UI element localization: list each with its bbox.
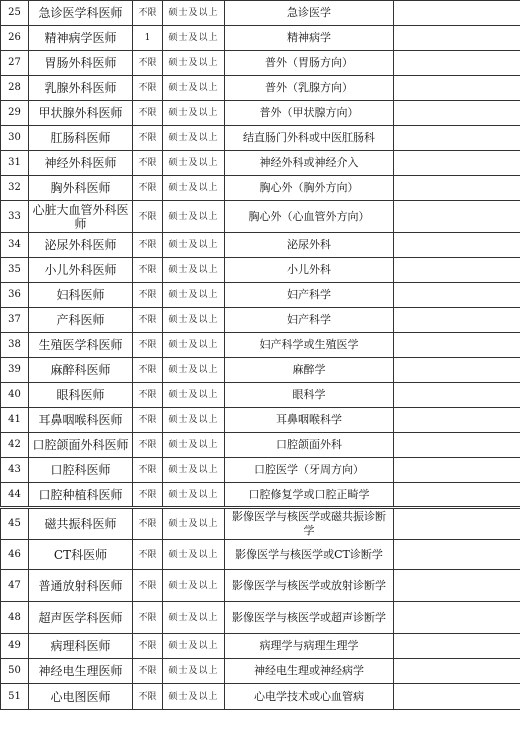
position-name: 精神病学医师 (29, 26, 133, 51)
major-requirement: 妇产科学 (225, 283, 394, 308)
remarks-cell (394, 283, 520, 308)
position-name: 产科医师 (29, 308, 133, 333)
major-requirement: 影像医学与核医学或超声诊断学 (225, 602, 394, 634)
major-requirement: 胸心外（胸外方向） (225, 176, 394, 201)
headcount: 不限 (133, 602, 163, 634)
remarks-cell (394, 126, 520, 151)
remarks-cell (394, 570, 520, 602)
headcount: 不限 (133, 201, 163, 233)
row-number: 46 (1, 540, 29, 570)
row-number: 32 (1, 176, 29, 201)
education-requirement: 硕士及以上 (163, 358, 225, 383)
table-row (1, 540, 520, 570)
table-row (1, 126, 520, 151)
row-number: 44 (1, 483, 29, 508)
education-requirement: 硕士及以上 (163, 570, 225, 602)
remarks-cell (394, 634, 520, 659)
row-number: 31 (1, 151, 29, 176)
major-requirement: 心电学技术或心血管病 (225, 684, 394, 710)
table-row (1, 408, 520, 433)
major-requirement: 神经外科或神经介入 (225, 151, 394, 176)
remarks-cell (394, 483, 520, 508)
major-requirement: 妇产科学或生殖医学 (225, 333, 394, 358)
remarks-cell (394, 1, 520, 26)
remarks-cell (394, 458, 520, 483)
position-name: 急诊医学科医师 (29, 1, 133, 26)
headcount: 不限 (133, 634, 163, 659)
table-row (1, 483, 520, 508)
headcount: 不限 (133, 283, 163, 308)
remarks-cell (394, 358, 520, 383)
remarks-cell (394, 333, 520, 358)
position-name: 胸外科医师 (29, 176, 133, 201)
education-requirement: 硕士及以上 (163, 659, 225, 684)
headcount: 不限 (133, 408, 163, 433)
headcount: 不限 (133, 233, 163, 258)
table-row (1, 176, 520, 201)
position-name: 麻醉科医师 (29, 358, 133, 383)
headcount: 不限 (133, 458, 163, 483)
major-requirement: 眼科学 (225, 383, 394, 408)
position-name: 口腔科医师 (29, 458, 133, 483)
position-name: 生殖医学科医师 (29, 333, 133, 358)
major-requirement: 口腔医学（牙周方向） (225, 458, 394, 483)
education-requirement: 硕士及以上 (163, 408, 225, 433)
row-number: 51 (1, 684, 29, 710)
education-requirement: 硕士及以上 (163, 458, 225, 483)
education-requirement: 硕士及以上 (163, 483, 225, 508)
major-requirement: 普外（乳腺方向） (225, 76, 394, 101)
position-name: 肛肠科医师 (29, 126, 133, 151)
remarks-cell (394, 308, 520, 333)
row-number: 30 (1, 126, 29, 151)
remarks-cell (394, 176, 520, 201)
position-name: 乳腺外科医师 (29, 76, 133, 101)
education-requirement: 硕士及以上 (163, 1, 225, 26)
major-requirement: 神经电生理或神经病学 (225, 659, 394, 684)
row-number: 29 (1, 101, 29, 126)
major-requirement: 急诊医学 (225, 1, 394, 26)
position-name: CT科医师 (29, 540, 133, 570)
table-row (1, 283, 520, 308)
major-requirement: 口腔颌面外科 (225, 433, 394, 458)
table-row (1, 1, 520, 26)
position-name: 病理科医师 (29, 634, 133, 659)
table-row (1, 602, 520, 634)
education-requirement: 硕士及以上 (163, 508, 225, 540)
table-row (1, 51, 520, 76)
education-requirement: 硕士及以上 (163, 101, 225, 126)
headcount: 不限 (133, 433, 163, 458)
education-requirement: 硕士及以上 (163, 283, 225, 308)
education-requirement: 硕士及以上 (163, 233, 225, 258)
major-requirement: 结直肠门外科或中医肛肠科 (225, 126, 394, 151)
table-row (1, 201, 520, 233)
headcount: 不限 (133, 51, 163, 76)
position-name: 心脏大血管外科医师 (29, 201, 133, 233)
major-requirement: 小儿外科 (225, 258, 394, 283)
remarks-cell (394, 51, 520, 76)
major-requirement: 精神病学 (225, 26, 394, 51)
table-body (1, 1, 520, 710)
remarks-cell (394, 201, 520, 233)
remarks-cell (394, 540, 520, 570)
table-row (1, 570, 520, 602)
education-requirement: 硕士及以上 (163, 258, 225, 283)
education-requirement: 硕士及以上 (163, 151, 225, 176)
table-row (1, 26, 520, 51)
table-row (1, 258, 520, 283)
headcount: 不限 (133, 126, 163, 151)
remarks-cell (394, 383, 520, 408)
education-requirement: 硕士及以上 (163, 540, 225, 570)
row-number: 38 (1, 333, 29, 358)
major-requirement: 病理学与病理生理学 (225, 634, 394, 659)
row-number: 49 (1, 634, 29, 659)
position-name: 神经电生理医师 (29, 659, 133, 684)
education-requirement: 硕士及以上 (163, 26, 225, 51)
headcount: 不限 (133, 176, 163, 201)
row-number: 40 (1, 383, 29, 408)
table-row (1, 101, 520, 126)
table-row (1, 634, 520, 659)
headcount: 不限 (133, 483, 163, 508)
remarks-cell (394, 258, 520, 283)
major-requirement: 胸心外（心血管外方向） (225, 201, 394, 233)
education-requirement: 硕士及以上 (163, 176, 225, 201)
position-name: 妇科医师 (29, 283, 133, 308)
education-requirement: 硕士及以上 (163, 51, 225, 76)
major-requirement: 普外（胃肠方向） (225, 51, 394, 76)
row-number: 43 (1, 458, 29, 483)
remarks-cell (394, 101, 520, 126)
table-row (1, 433, 520, 458)
remarks-cell (394, 508, 520, 540)
row-number: 37 (1, 308, 29, 333)
education-requirement: 硕士及以上 (163, 333, 225, 358)
position-name: 超声医学科医师 (29, 602, 133, 634)
position-name: 小儿外科医师 (29, 258, 133, 283)
position-name: 神经外科医师 (29, 151, 133, 176)
row-number: 27 (1, 51, 29, 76)
position-name: 胃肠外科医师 (29, 51, 133, 76)
row-number: 33 (1, 201, 29, 233)
education-requirement: 硕士及以上 (163, 684, 225, 710)
major-requirement: 耳鼻咽喉科学 (225, 408, 394, 433)
row-number: 47 (1, 570, 29, 602)
headcount: 不限 (133, 570, 163, 602)
remarks-cell (394, 602, 520, 634)
headcount: 不限 (133, 101, 163, 126)
headcount: 不限 (133, 358, 163, 383)
row-number: 25 (1, 1, 29, 26)
row-number: 48 (1, 602, 29, 634)
table-row (1, 308, 520, 333)
education-requirement: 硕士及以上 (163, 126, 225, 151)
position-name: 泌尿外科医师 (29, 233, 133, 258)
major-requirement: 影像医学与核医学或放射诊断学 (225, 570, 394, 602)
education-requirement: 硕士及以上 (163, 383, 225, 408)
position-name: 耳鼻咽喉科医师 (29, 408, 133, 433)
headcount: 不限 (133, 333, 163, 358)
table-row (1, 76, 520, 101)
headcount: 不限 (133, 258, 163, 283)
position-name: 口腔种植科医师 (29, 483, 133, 508)
remarks-cell (394, 408, 520, 433)
position-name: 磁共振科医师 (29, 508, 133, 540)
headcount: 不限 (133, 76, 163, 101)
major-requirement: 泌尿外科 (225, 233, 394, 258)
row-number: 39 (1, 358, 29, 383)
major-requirement: 普外（甲状腺方向） (225, 101, 394, 126)
headcount: 不限 (133, 383, 163, 408)
education-requirement: 硕士及以上 (163, 602, 225, 634)
headcount: 不限 (133, 659, 163, 684)
row-number: 35 (1, 258, 29, 283)
education-requirement: 硕士及以上 (163, 201, 225, 233)
table-row (1, 233, 520, 258)
remarks-cell (394, 659, 520, 684)
headcount: 不限 (133, 684, 163, 710)
row-number: 41 (1, 408, 29, 433)
headcount: 不限 (133, 308, 163, 333)
table-row (1, 508, 520, 540)
table-row (1, 358, 520, 383)
table-row (1, 151, 520, 176)
position-name: 普通放射科医师 (29, 570, 133, 602)
row-number: 36 (1, 283, 29, 308)
position-name: 甲状腺外科医师 (29, 101, 133, 126)
headcount: 1 (133, 26, 163, 51)
row-number: 26 (1, 26, 29, 51)
education-requirement: 硕士及以上 (163, 76, 225, 101)
position-name: 眼科医师 (29, 383, 133, 408)
education-requirement: 硕士及以上 (163, 433, 225, 458)
education-requirement: 硕士及以上 (163, 308, 225, 333)
row-number: 45 (1, 508, 29, 540)
major-requirement: 麻醉学 (225, 358, 394, 383)
table-row (1, 659, 520, 684)
headcount: 不限 (133, 151, 163, 176)
headcount: 不限 (133, 508, 163, 540)
position-name: 心电图医师 (29, 684, 133, 710)
major-requirement: 影像医学与核医学或磁共振诊断学 (225, 508, 394, 540)
headcount: 不限 (133, 1, 163, 26)
row-number: 42 (1, 433, 29, 458)
major-requirement: 妇产科学 (225, 308, 394, 333)
remarks-cell (394, 684, 520, 710)
major-requirement: 影像医学与核医学或CT诊断学 (225, 540, 394, 570)
remarks-cell (394, 151, 520, 176)
table-row (1, 383, 520, 408)
remarks-cell (394, 433, 520, 458)
education-requirement: 硕士及以上 (163, 634, 225, 659)
position-name: 口腔颌面外科医师 (29, 433, 133, 458)
remarks-cell (394, 233, 520, 258)
row-number: 34 (1, 233, 29, 258)
table-row (1, 458, 520, 483)
table-row (1, 333, 520, 358)
row-number: 28 (1, 76, 29, 101)
table-row (1, 684, 520, 710)
row-number: 50 (1, 659, 29, 684)
remarks-cell (394, 26, 520, 51)
remarks-cell (394, 76, 520, 101)
major-requirement: 口腔修复学或口腔正畸学 (225, 483, 394, 508)
headcount: 不限 (133, 540, 163, 570)
